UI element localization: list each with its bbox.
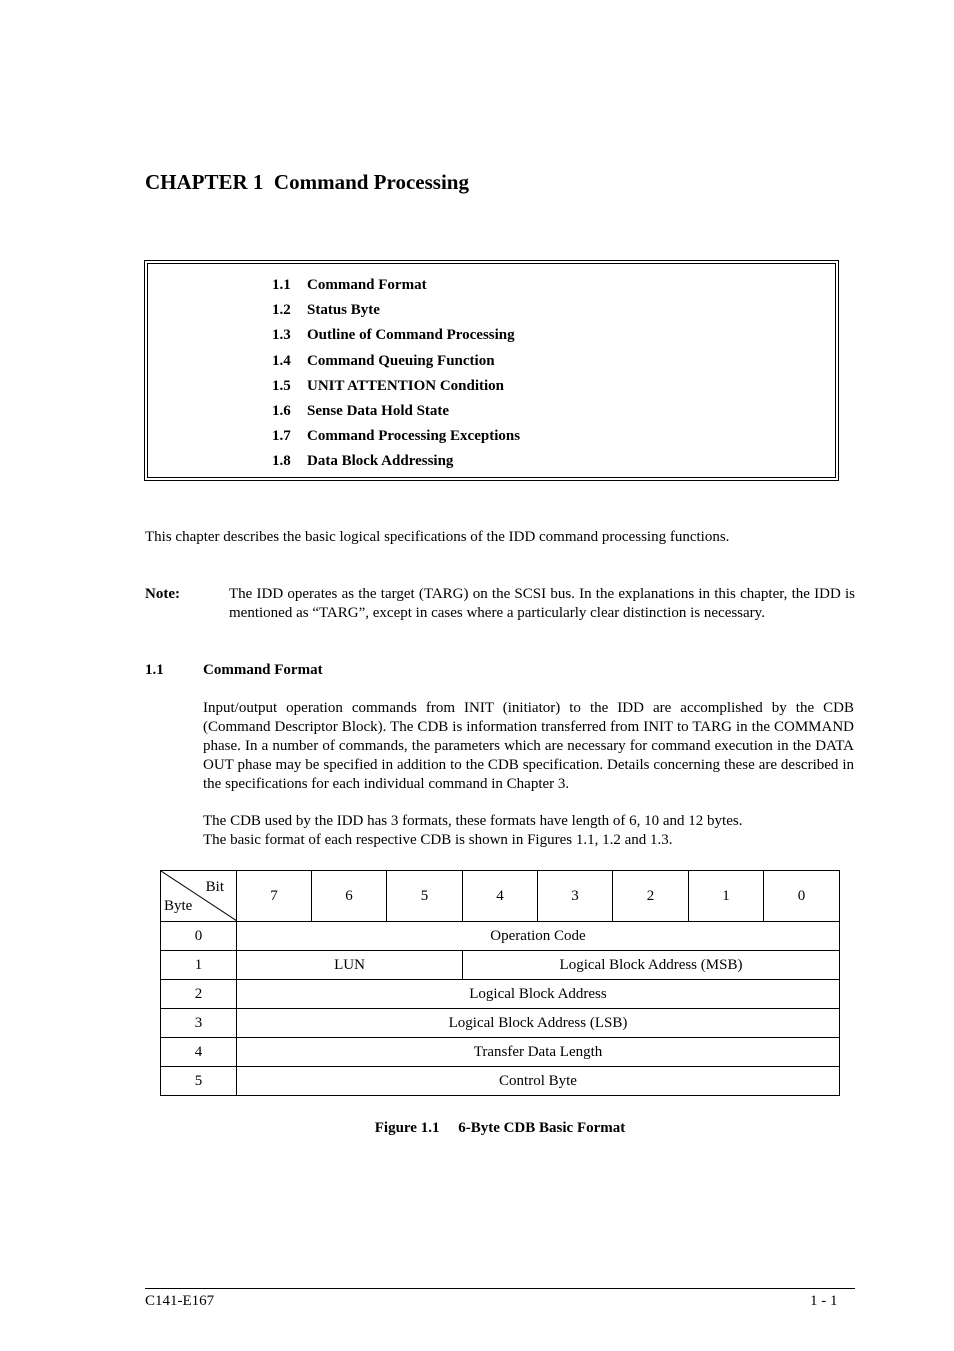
toc-item-number: 1.6: [272, 403, 291, 419]
bit-header: 7: [237, 871, 312, 922]
table-row: [161, 1009, 840, 1038]
byte-number: 5: [161, 1067, 237, 1096]
byte-number: 3: [161, 1009, 237, 1038]
field-cell: Logical Block Address (MSB): [463, 951, 840, 980]
toc-item: [272, 300, 380, 320]
toc-item-title: Outline of Command Processing: [307, 327, 515, 343]
section-number: 1.1: [145, 662, 164, 678]
toc-item: [272, 401, 449, 421]
intro-paragraph: This chapter describes the basic logical specifications of the IDD command processing functions.: [145, 529, 730, 545]
field-cell: Operation Code: [237, 922, 840, 951]
bit-header: 1: [689, 871, 764, 922]
corner-bit-label: Bit: [205, 879, 224, 895]
note-label: Note:: [145, 586, 180, 602]
toc-item-number: 1.2: [272, 302, 291, 318]
corner-byte-label: Byte: [164, 898, 193, 914]
bit-header: 4: [463, 871, 538, 922]
field-cell: Transfer Data Length: [237, 1038, 840, 1067]
toc-item: [272, 376, 504, 396]
toc-item-title: Command Processing Exceptions: [307, 428, 521, 444]
toc-item-title: UNIT ATTENTION Condition: [307, 378, 505, 394]
toc-item-number: 1.4: [272, 353, 291, 369]
toc-item-number: 1.5: [272, 378, 291, 394]
bit-header: 3: [538, 871, 613, 922]
toc-item-title: Sense Data Hold State: [307, 403, 450, 419]
table-row: [161, 922, 840, 951]
toc-item-title: Command Queuing Function: [307, 353, 495, 369]
table-row: [161, 1038, 840, 1067]
toc-box: [144, 260, 839, 481]
toc-item: [272, 351, 495, 371]
toc-inner-frame: [147, 263, 836, 478]
bit-header: 2: [613, 871, 689, 922]
footer-divider: [145, 1288, 855, 1289]
toc-item-number: 1.7: [272, 428, 291, 444]
section-paragraph-1: Input/output operation commands from INIT (initiator) to the IDD are accomplished by the CDB (Command Descriptor Block). The CDB is information transferred from INIT to TARG in the COMMAND phase. In a number of commands, the parameters which are necessary for command execution in the DATA OUT phase may be specified in addition to the CDB specification. Details concerning these are described in the specifications for each individual command in Chapter 3.: [203, 700, 854, 792]
corner-cell: [161, 871, 237, 922]
table-header-row: [161, 871, 840, 922]
toc-item-number: 1.8: [272, 453, 291, 469]
table-row: [161, 1067, 840, 1096]
field-cell: Logical Block Address: [237, 980, 840, 1009]
footer-document-id: C141-E167: [145, 1293, 215, 1309]
table-row: [161, 980, 840, 1009]
bit-header: 5: [387, 871, 463, 922]
chapter-title: CHAPTER 1 Command Processing: [145, 170, 469, 194]
toc-item: [272, 275, 427, 295]
byte-number: 2: [161, 980, 237, 1009]
cdb-format-table: [160, 870, 840, 1096]
toc-item-number: 1.1: [272, 277, 291, 293]
toc-item: [272, 451, 453, 471]
field-cell: Logical Block Address (LSB): [237, 1009, 840, 1038]
toc-item-number: 1.3: [272, 327, 291, 343]
note-text: The IDD operates as the target (TARG) on the SCSI bus. In the explanations in this chapter, the IDD is mentioned as “TARG”, except in cases where a particularly clear distinction is necessary.: [229, 586, 855, 621]
byte-number: 0: [161, 922, 237, 951]
byte-number: 4: [161, 1038, 237, 1067]
section-paragraph-2: [203, 812, 854, 850]
paragraph-line: The CDB used by the IDD has 3 formats, these formats have length of 6, 10 and 12 bytes.: [203, 813, 743, 829]
section-title: Command Format: [203, 662, 323, 678]
bit-header: 0: [764, 871, 840, 922]
toc-item-title: Command Format: [307, 277, 427, 293]
toc-item: [272, 426, 520, 446]
footer-page-number: 1 - 1: [810, 1293, 838, 1309]
toc-item-title: Status Byte: [307, 302, 380, 318]
byte-number: 1: [161, 951, 237, 980]
toc-item-title: Data Block Addressing: [307, 453, 454, 469]
field-cell: LUN: [237, 951, 463, 980]
figure-caption: Figure 1.1 6-Byte CDB Basic Format: [374, 1120, 626, 1136]
field-cell: Control Byte: [237, 1067, 840, 1096]
paragraph-line: The basic format of each respective CDB is shown in Figures 1.1, 1.2 and 1.3.: [203, 832, 673, 848]
bit-header: 6: [312, 871, 387, 922]
table-row: [161, 951, 840, 980]
toc-item: [272, 325, 515, 345]
